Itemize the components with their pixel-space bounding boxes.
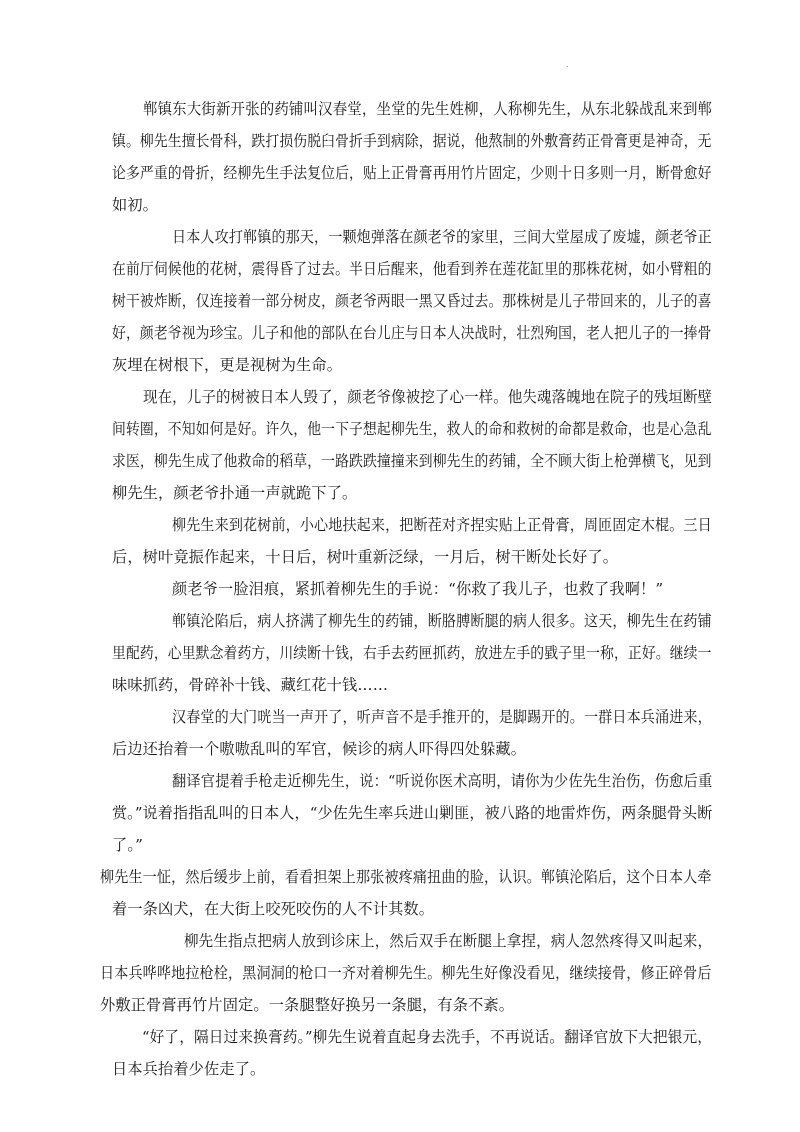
- text-line: 后，树叶竟振作起来，十日后，树叶重新泛绿，一月后，树干断处长好了。: [112, 548, 619, 566]
- text-line: “好了，隔日过来换膏药。”柳先生说着直起身去洗手，不再说话。翻译官放下大把银元，: [142, 1028, 713, 1046]
- text-line: 颜老爷一脸泪痕，紧抓着柳先生的手说：“你救了我儿子，也救了我啊！”: [172, 580, 664, 598]
- text-line: 柳先生来到花树前，小心地扶起来，把断茬对齐捏实贴上正骨膏，周匝固定木棍。三日: [172, 516, 712, 534]
- text-line: 翻译官提着手枪走近柳先生，说：“听说你医术高明，请你为少佐先生治伤，伤愈后重: [172, 772, 713, 790]
- text-line: 郸镇东大街新开张的药铺叫汉春堂，坐堂的先生姓柳，人称柳先生，从东北躲战乱来到郸: [143, 100, 713, 118]
- text-line: 如初。: [112, 196, 159, 214]
- text-line: 了。”: [112, 836, 143, 854]
- text-line: 外敷正骨膏再竹片固定。一条腿整好换另一条腿，有条不紊。: [100, 996, 515, 1014]
- text-line: 汉春堂的大门咣当一声开了，听声音不是手推开的，是脚踢开的。一群日本兵涌进来，: [172, 708, 712, 726]
- text-line: 好，颜老爷视为珍宝。儿子和他的部队在台儿庄与日本人决战时，壮烈殉国，老人把儿子的一捧骨: [112, 324, 712, 342]
- text-line: 日本人攻打郸镇的那天，一颗炮弹落在颜老爷的家里，三间大堂屋成了废墟，颜老爷正: [172, 228, 712, 246]
- text-line: 间转圈，不知如何是好。许久，他一下子想起柳先生，救人的命和救树的命都是救命，也是心急乱: [112, 420, 712, 438]
- page-mark: .: [566, 60, 569, 69]
- text-line: 郸镇沦陷后，病人挤满了柳先生的药铺，断胳膊断腿的病人很多。这天，柳先生在药铺: [172, 612, 712, 630]
- text-line: 镇。柳先生擅长骨科，跌打损伤脱臼骨折手到病除，据说，他熬制的外敷膏药正骨膏更是神奇，无: [112, 132, 712, 150]
- text-line: 味味抓药，骨碎补十钱、藏红花十钱……: [112, 676, 389, 694]
- text-line: 灰埋在树根下，更是视树为生命。: [112, 356, 343, 374]
- text-line: 求医，柳先生成了他救命的稻草，一路跌跌撞撞来到柳先生的药铺，全不顾大街上枪弹横飞，见到: [112, 452, 712, 470]
- text-line: 现在，儿子的树被日本人毁了，颜老爷像被挖了心一样。他失魂落魄地在院子的残垣断壁: [143, 388, 713, 406]
- text-line: 后边还抬着一个嗷嗷乱叫的军官，候诊的病人吓得四处躲藏。: [112, 740, 527, 758]
- text-line: 柳先生指点把病人放到诊床上，然后双手在断腿上拿捏，病人忽然疼得又叫起来，: [184, 932, 713, 950]
- text-line: 日本兵抬着少佐走了。: [112, 1060, 266, 1078]
- text-line: 论多严重的骨折，经柳先生手法复位后，贴上正骨膏再用竹片固定，少则十日多则一月，断骨愈好: [112, 164, 712, 182]
- text-line: 日本兵哗哗地拉枪栓，黑洞洞的枪口一齐对着柳先生。柳先生好像没看见，继续接骨，修正碎骨后: [100, 964, 712, 982]
- text-line: 里配药，心里默念着药方，川续断十钱，右手去药匣抓药，放进左手的戥子里一称，正好。继续一: [112, 644, 712, 662]
- text-line: 赏。”说着指指乱叫的日本人，“少佐先生率兵进山剿匪，被八路的地雷炸伤，两条腿骨头断: [112, 804, 713, 822]
- text-line: 在前厅伺候他的花树，震得昏了过去。半日后醒来，他看到养在莲花缸里的那株花树，如小臂粗的: [112, 260, 712, 278]
- text-line: 着一条凶犬，在大街上咬死咬伤的人不计其数。: [112, 900, 435, 918]
- text-line: 树干被炸断，仅连接着一部分树皮，颜老爷两眼一黑又昏过去。那株树是儿子带回来的，儿子的喜: [112, 292, 712, 310]
- text-line: 柳先生一怔，然后缓步上前，看看担架上那张被疼痛扭曲的脸，认识。郸镇沦陷后，这个日本人牵: [100, 868, 712, 886]
- text-line: 柳先生，颜老爷扑通一声就跪下了。: [112, 484, 358, 502]
